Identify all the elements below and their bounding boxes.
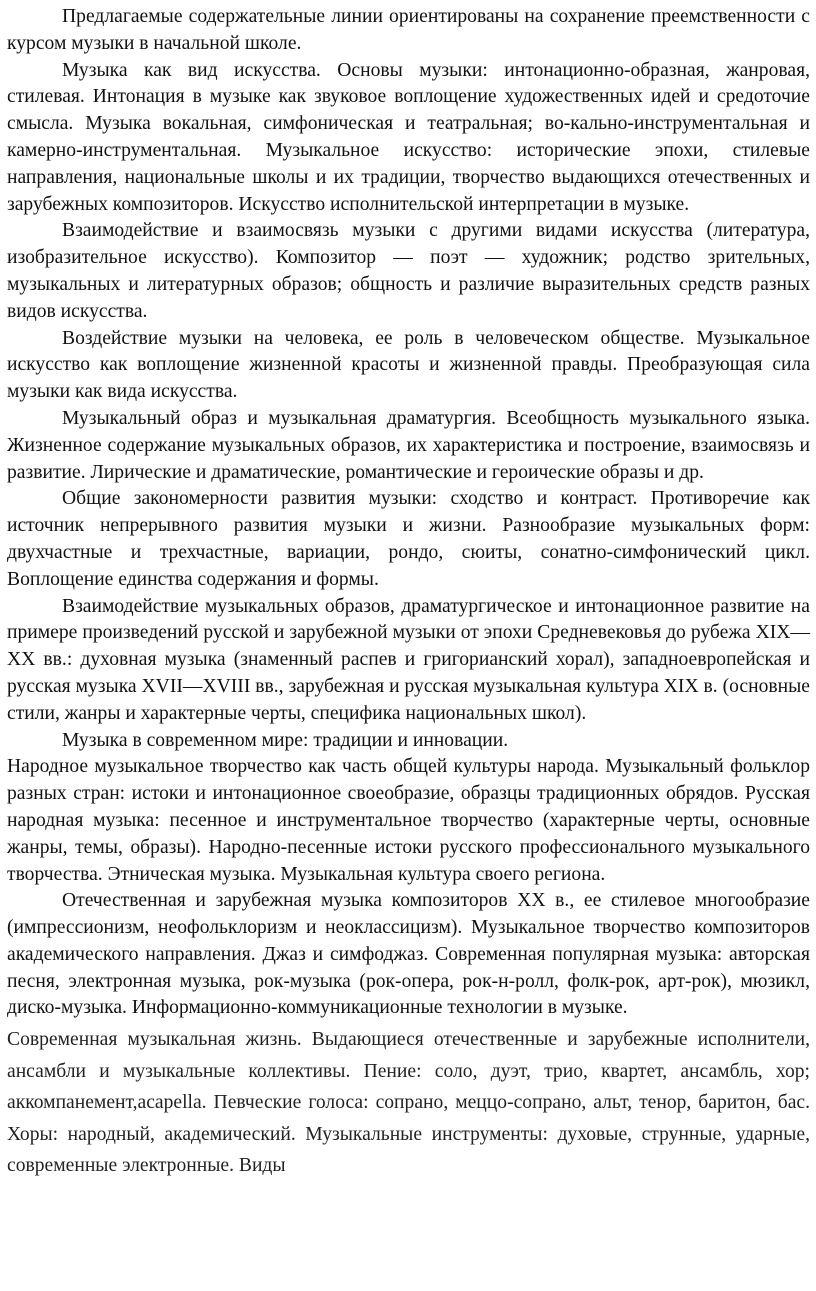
paragraph-influence: Воздействие музыки на человека, ее роль в человеческом обществе. Музыкальное искусство как воплощение жизненной красоты и жизненной правды. Преобразующая сила музыки как вида искусства. xyxy=(7,327,810,403)
paragraph-music-as-art: Музыка как вид искусства. Основы музыки: интонационно-образная, жанровая, стилевая. Интонация в музыке как звуковое воплощение художественных идей и средоточие смысла. Музыка вокальная, симфоническая и театральная; во-кально-инструментальная и камерно-инструментальная. Музыкальное искусство: исторические эпохи, стилевые направления, национальные школы и их традиции, творчество выдающихся отечественных и зарубежных композиторов. Искусство исполнительской интерпретации в музыке. xyxy=(7,59,810,215)
paragraph-modern-world: Музыка в современном мире: традиции и инновации. xyxy=(62,729,509,751)
paragraph-musical-life: Современная музыкальная жизнь. Выдающиеся отечественные и зарубежные исполнители, ансамбли и музыкальные коллективы. Пение: соло, дуэт, трио, квартет, ансамбль, хор; аккомпанемент,acapella. Певческие голоса: сопрано, меццо-сопрано, альт, тенор, баритон, бас. Хоры: народный, академический. Музыкальные инструменты: духовые, струнные, ударные, современные электронные. Виды xyxy=(7,1029,810,1177)
paragraph-general-patterns: Общие закономерности развития музыки: сходство и контраст. Противоречие как источник непрерывного развития музыки и жизни. Разнообразие музыкальных форм: двухчастные и трехчастные, вариации, рондо, сюиты, сонатно-симфонический цикл. Воплощение единства содержания и формы. xyxy=(7,488,810,590)
paragraph-20th-century: Отечественная и зарубежная музыка композиторов XX в., ее стилевое многообразие (импрессионизм, неофольклоризм и неоклассицизм). Музыкальное творчество композиторов академического направления. Джаз и симфоджаз. Современная популярная музыка: авторская песня, электронная музыка, рок-музыка (рок-опера, рок-н-ролл, фолк-рок, арт-рок), мюзикл, диско-музыка. Информационно-коммуникационные технологии в музыке. xyxy=(7,890,810,1019)
paragraph-interaction-arts: Взаимодействие и взаимосвязь музыки с другими видами искусства (литература, изобразительное искусство). Композитор — поэт — художник; родство зрительных, музыкальных и литературных образов; общность и различие выразительных средств разных видов искусства. xyxy=(7,220,810,322)
paragraph-folk-music: Народное музыкальное творчество как часть общей культуры народа. Музыкальный фольклор разных стран: истоки и интонационное своеобразие, образцы традиционных обрядов. Русская народная музыка: песенное и инструментальное творчество (характерные черты, основные жанры, темы, образы). Народно-песенные истоки русского профессионального музыкального творчества. Этническая музыка. Музыкальная культура своего региона. xyxy=(7,756,810,885)
paragraph-continuity: Предлагаемые содержательные линии ориентированы на сохранение преемственности с курсом музыки в начальной школе. xyxy=(7,6,810,54)
paragraph-interaction-images: Взаимодействие музыкальных образов, драматургическое и интонационное развитие на примере произведений русской и зарубежной музыки от эпохи Средневековья до рубежа XIX— XX вв.: духовная музыка (знаменный распев и григорианский хорал), западноевропейская и русская музыка XVII—XVIII вв., зарубежная и русская музыкальная культура XIX в. (основные стили, жанры и характерные черты, специфика национальных школ). xyxy=(7,595,810,724)
paragraph-musical-image: Музыкальный образ и музыкальная драматургия. Всеобщность музыкального языка. Жизненное содержание музыкальных образов, их характеристика и построение, взаимосвязь и развитие. Лирические и драматические, романтические и героические образы и др. xyxy=(7,407,810,483)
